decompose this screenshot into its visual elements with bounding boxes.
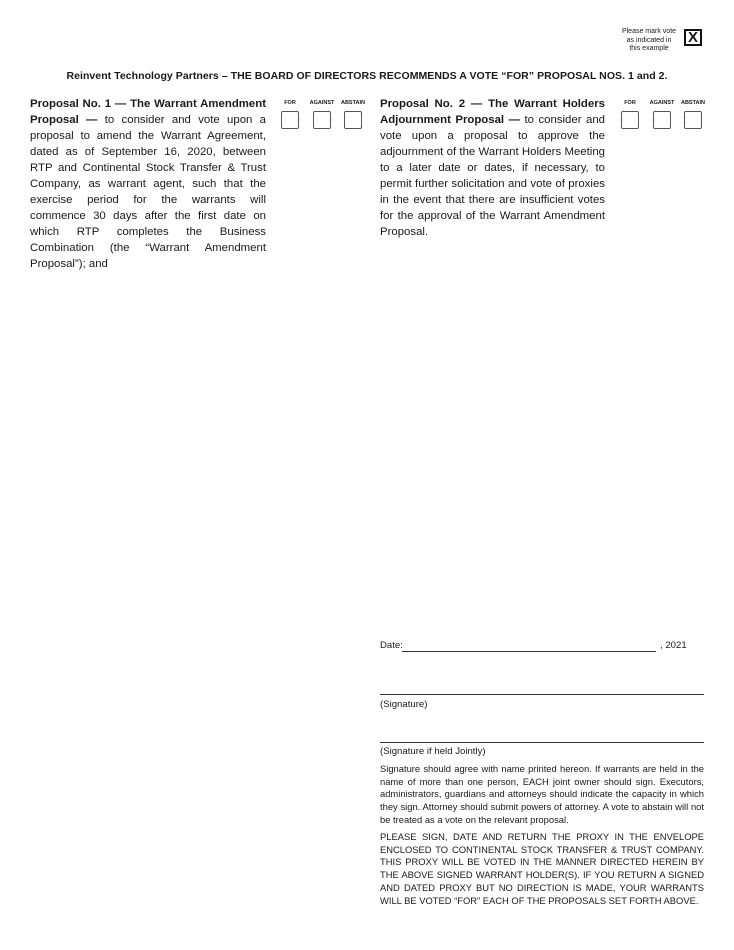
board-recommendation-headline: Reinvent Technology Partners – THE BOARD OF DIRECTORS RECOMMENDS A VOTE “FOR” PROPOSAL NOS. 1 and 2. (66, 70, 668, 82)
mark-note-line: Please mark vote (621, 28, 677, 35)
proposal-2-abstain-checkbox[interactable] (684, 111, 702, 129)
proposal-1-against-checkbox[interactable] (313, 111, 331, 129)
p2-abstain-label: ABSTAIN (680, 100, 706, 106)
p2-against-label: AGAINST (649, 100, 675, 106)
date-line[interactable] (402, 651, 656, 652)
signature-line[interactable] (380, 694, 704, 695)
joint-signature-label: (Signature if held Jointly) (380, 746, 486, 757)
date-year: , 2021 (660, 640, 687, 651)
proposal-2-for-checkbox[interactable] (621, 111, 639, 129)
p1-against-label: AGAINST (309, 100, 335, 106)
proposal-2-title: Proposal No. 2 — The Warrant Holders Adjournment Proposal — (380, 98, 605, 126)
date-label: Date: (380, 640, 403, 651)
proposal-1-text (30, 96, 266, 272)
signature-label: (Signature) (380, 699, 428, 710)
proposal-1-body: to consider and vote upon a proposal to amend the Warrant Agreement, dated as of September 16, 2020, between RTP and Continental Stock Transfer & Trust Company, as warrant agent, such that the exercise period for the warrants will commence 30 days after the first date on which RTP completes the Business Combination (the “Warrant Amendment Proposal”); and (30, 114, 266, 270)
p1-for-label: FOR (284, 100, 296, 106)
return-notice: PLEASE SIGN, DATE AND RETURN THE PROXY IN THE ENVELOPE ENCLOSED TO CONTINENTAL STOCK TRANSFER & TRUST COMPANY. THIS PROXY WILL BE VOTED IN THE MANNER DIRECTED HEREIN BY THE ABOVE SIGNED WARRANT HOLDER(S). IF YOU RETURN A SIGNED AND DATED PROXY BUT NO DIRECTION IS MADE, YOUR WARRANTS WILL BE VOTED “FOR” EACH OF THE PROPOSALS SET FORTH ABOVE. (380, 831, 704, 906)
proposal-1-for-checkbox[interactable] (281, 111, 299, 129)
joint-signature-line[interactable] (380, 742, 704, 743)
proposal-1-abstain-checkbox[interactable] (344, 111, 362, 129)
signing-instructions: Signature should agree with name printed hereon. If warrants are held in the name of more than one person, EACH joint owner should sign. Executors, administrators, guardians and attorneys should indicate the capacity in which they sign. Attorney should submit powers of attorney. A vote to abstain will not be treated as a vote on the relevant proposal. (380, 763, 704, 825)
p1-abstain-label: ABSTAIN (340, 100, 366, 106)
mark-note-line: this example (629, 45, 669, 52)
mark-example-box: X (684, 29, 702, 46)
proposal-2-against-checkbox[interactable] (653, 111, 671, 129)
mark-example-note (612, 28, 686, 54)
mark-note-line: as indicated in (626, 36, 672, 44)
proposal-2-body: to consider and vote upon a proposal to approve the adjournment of the Warrant Holders Meeting to a later date or dates, if necessary, to permit further solicitation and vote of proxies in the event that there are insufficient votes for the approval of the Warrant Amendment Proposal. (380, 114, 606, 238)
proposal-2-text (380, 96, 605, 240)
p2-for-label: FOR (624, 100, 636, 106)
proposal-1-title: Proposal No. 1 — The Warrant Amendment Proposal — (30, 98, 266, 126)
